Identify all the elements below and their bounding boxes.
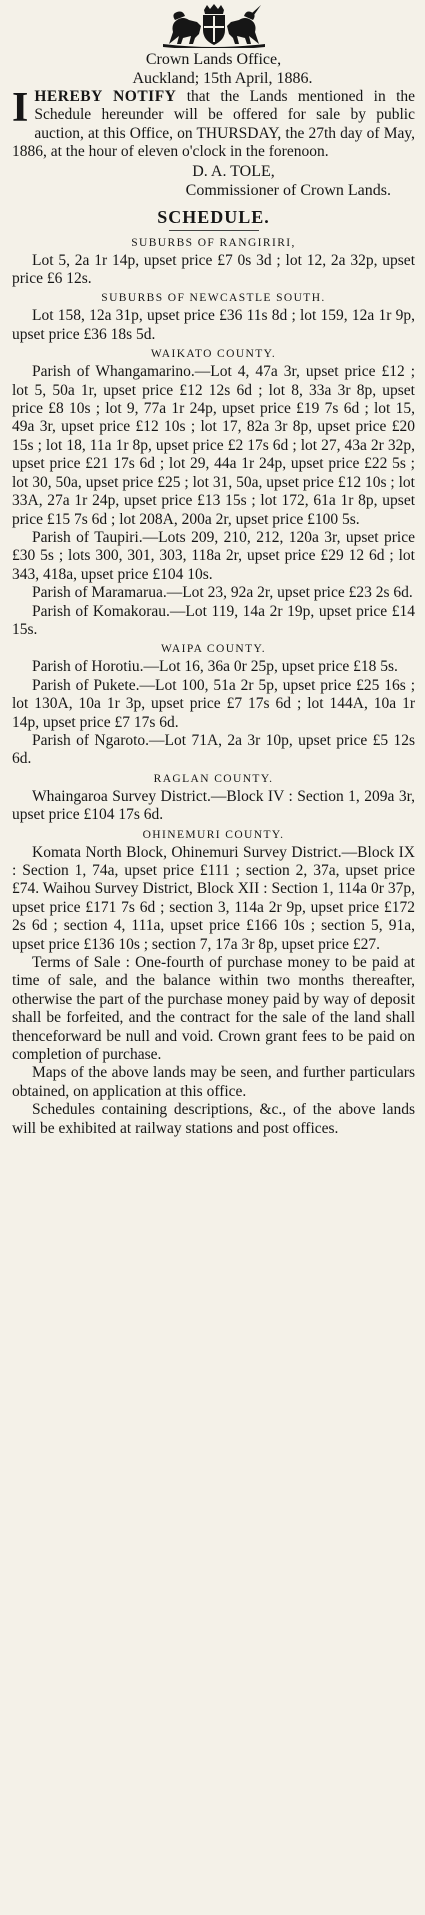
section-heading: SUBURBS OF RANGIRIRI,: [131, 236, 296, 249]
terms-of-sale: Terms of Sale : One-fourth of purchase money to be paid at time of sale, and the balance within two months thereafter, otherwise the part of the purchase money paid by way of deposit shall be forfeited, and the contract for the sale of the land shall thenceforward be null and void. Crown grant fees to be paid on completion of purchase.: [12, 954, 415, 1064]
notice-page: [0, 4, 425, 1915]
schedule-entry: Parish of Taupiri.—Lots 209, 210, 212, 120a 3r, upset price £30 5s ; lots 300, 301, 303, 118a 2r, upset price £29 12 6d ; lot 343, 418a, upset price £104 10s.: [12, 528, 415, 583]
section-waikato: [12, 346, 415, 639]
signatory-title: Commissioner of Crown Lands.: [185, 181, 391, 199]
schedule-entry: Parish of Whangamarino.—Lot 4, 47a 3r, upset price £12 ; lot 5, 50a 1r, upset price £12 12s 6d ; lot 8, 33a 3r 8p, upset price £8 10s ; lot 9, 77a 1r 24p, upset price £19 7s 6d ; lot 15, 49a 3r, upset price £12 10s ; lot 17, 82a 3r 8p, upset price £20 15s ; lot 18, 11a 1r 8p, upset price £2 17s 6d ; lot 27, 43a 2r 32p, upset price £21 17s 6d ; lot 29, 44a 1r 24p, upset price £22 5s ; lot 30, 50a, upset price £25 ; lot 31, 50a, upset price £12 10s ; lot 33A, 27a 1r 24p, upset price £13 15s ; lot 172, 61a 1r 8p, upset price £15 7s 6d ; lot 208A, 200a 2r, upset price £100 5s.: [12, 363, 415, 528]
signatory-name: D. A. TOLE,: [192, 162, 275, 180]
schedules-notice: Schedules containing descriptions, &c., of the above lands will be exhibited at railway stations and post offices.: [12, 1101, 415, 1137]
section-ohinemuri: [12, 827, 415, 1139]
royal-coat-of-arms-icon: [149, 4, 279, 48]
schedule-entry: Parish of Pukete.—Lot 100, 51a 2r 5p, upset price £25 16s ; lot 130A, 10a 1r 3p, upset price £7 17s 6d ; lot 144A, 10a 1r 14p, upset price £7 17s 6d.: [12, 676, 415, 731]
maps-notice: Maps of the above lands may be seen, and further particulars obtained, on application at this office.: [12, 1064, 415, 1100]
schedule-title: SCHEDULE.: [157, 206, 270, 227]
notice-paragraph: [12, 85, 415, 162]
section-heading: SUBURBS OF NEWCASTLE SOUTH.: [101, 292, 326, 305]
section-heading: OHINEMURI COUNTY.: [142, 828, 285, 841]
section-waipa: [12, 641, 415, 768]
section-heading: WAIPA COUNTY.: [160, 643, 267, 656]
schedule-entry: Parish of Maramarua.—Lot 23, 92a 2r, upset price £23 2s 6d.: [32, 584, 413, 602]
date-line: Auckland; 15th April, 1886.: [132, 70, 313, 87]
notice-emphasis: HEREBY NOTIFY: [34, 88, 177, 105]
section-raglan: [12, 771, 415, 825]
schedule-entry: Whaingaroa Survey District.—Block IV : Section 1, 209a 3r, upset price £104 17s 6d.: [12, 787, 415, 824]
office-line: Crown Lands Office,: [145, 51, 282, 68]
title-rule: [169, 230, 259, 231]
section-newcastle-south: [12, 290, 415, 344]
schedule-entry: Parish of Ngaroto.—Lot 71A, 2a 3r 10p, upset price £5 12s 6d.: [12, 731, 415, 768]
drop-cap: I: [12, 85, 29, 131]
notice-text: that the Lands mentioned in the Schedule hereunder will be offered for sale by public auction, at this Office, on THURSDAY, the 27th day of May, 1886, at the hour of eleven o'clock in the forenoon.: [12, 88, 415, 161]
section-heading: RAGLAN COUNTY.: [153, 772, 274, 785]
schedule-entry: Lot 158, 12a 31p, upset price £36 11s 8d ; lot 159, 12a 1r 9p, upset price £36 18s 5d.: [12, 307, 415, 343]
section-rangiriri: [12, 235, 415, 289]
schedule-entry: Parish of Komakorau.—Lot 119, 14a 2r 19p, upset price £14 15s.: [12, 602, 415, 638]
schedule-entry: Komata North Block, Ohinemuri Survey District.—Block IX : Section 1, 74a, upset price £111 ; section 2, 37a, upset price £74. Waihou Survey District, Block XII : Section 1, 114a 0r 37p, upset price £171 7s 6d ; section 3, 114a 2r 9p, upset price £172 2s 6d ; section 4, 111a, upset price £166 10s ; section 5, 91a, upset price £136 10s ; section 7, 17a 3r 8p, upset price £27.: [12, 843, 415, 953]
schedule-entry: Parish of Horotiu.—Lot 16, 36a 0r 25p, upset price £18 5s.: [32, 658, 398, 676]
section-heading: WAIKATO COUNTY.: [150, 348, 277, 361]
schedule-entry: Lot 5, 2a 1r 14p, upset price £7 0s 3d ; lot 12, 2a 32p, upset price £6 12s.: [12, 251, 415, 288]
